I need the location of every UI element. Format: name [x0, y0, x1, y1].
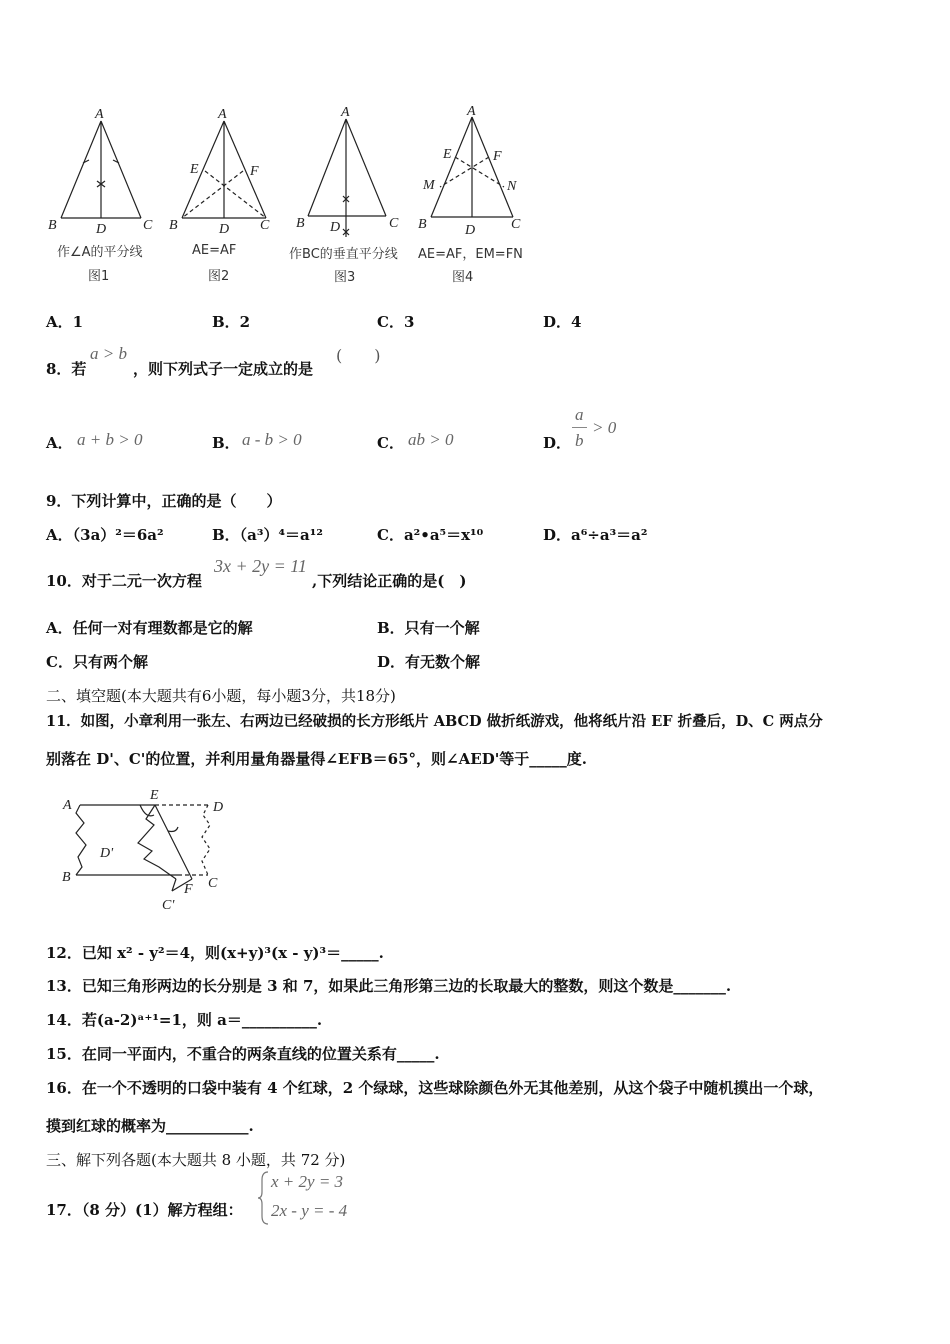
q12: 12．已知 x² - y²＝4，则(x+y)³(x - y)³＝_____. [46, 944, 384, 962]
q8-option-d-numerator: a [575, 405, 584, 424]
svg-text:B: B [418, 217, 427, 232]
q9-option-c[interactable]: C．a²•a⁵＝x¹⁰ [377, 526, 484, 544]
svg-text:D: D [96, 222, 107, 235]
q11-label-e: E [150, 788, 159, 803]
q11-label-c-prime: C' [162, 898, 175, 913]
q10-option-a[interactable]: A．任何一对有理数都是它的解 [46, 619, 253, 637]
svg-text:A: A [218, 107, 227, 122]
figure-3-caption: 作BC的垂直平分线 [289, 247, 398, 262]
q11-label-d-prime: D' [100, 846, 114, 861]
svg-text:E: E [443, 147, 452, 162]
svg-text:C: C [511, 217, 521, 232]
q11-label-f: F [184, 882, 193, 897]
q10-stem: ,下列结论正确的是( ) [312, 572, 467, 590]
q11-label-b: B [62, 870, 71, 885]
figure-2 [168, 105, 283, 235]
q8-option-c[interactable]: ab > 0 [408, 430, 454, 449]
svg-text:F: F [493, 149, 502, 164]
svg-text:F: F [250, 164, 259, 179]
q11-label-d: D [213, 800, 224, 815]
q10-number: 10．对于二元一次方程 [46, 572, 202, 590]
figure-4-caption: AE=AF，EM=FN [418, 247, 523, 262]
figure-4-label: 图4 [452, 270, 474, 285]
svg-text:B: B [296, 216, 305, 231]
svg-text:C: C [260, 218, 270, 233]
q8-option-d-rest: > 0 [592, 418, 617, 437]
svg-text:D: D [219, 222, 230, 235]
section-2-heading: 二、填空题(本大题共有6小题，每小题3分，共18分) [46, 687, 396, 705]
q17-stem: 17．（8 分）(1）解方程组： [46, 1201, 243, 1219]
figure-1-caption: 作∠A的平分线 [57, 245, 143, 260]
q7-option-c[interactable]: C．3 [377, 313, 415, 331]
q16-line-1: 16．在一个不透明的口袋中装有 4 个红球，2 个绿球，这些球除颜色外无其他差别，从这个袋子中随机摸出一个球， [46, 1079, 824, 1097]
q11-figure [58, 785, 233, 915]
q8-option-a[interactable]: a + b > 0 [77, 430, 143, 449]
svg-text:A: A [95, 107, 104, 122]
q17-brace [258, 1170, 270, 1226]
q10-option-d[interactable]: D．有无数个解 [377, 653, 481, 671]
figure-1 [45, 105, 170, 235]
q8-paren: ( ) [336, 346, 381, 365]
q8-option-b[interactable]: a - b > 0 [242, 430, 302, 449]
q7-option-d[interactable]: D．4 [543, 313, 582, 331]
figure-3-label: 图3 [334, 270, 356, 285]
q11-label-a: A [63, 798, 72, 813]
q7-option-b[interactable]: B．2 [212, 313, 251, 331]
q8-number: 8．若 [46, 360, 87, 378]
q11-line-1: 11．如图，小章利用一张左、右两边已经破损的长方形纸片 ABCD 做折纸游戏，他将纸片沿 EF 折叠后，D、C 两点分 [46, 713, 823, 730]
q14: 14．若(a-2)ᵃ⁺¹=1，则 a＝__________. [46, 1011, 323, 1029]
q13: 13．已知三角形两边的长分别是 3 和 7，如果此三角形第三边的长取最大的整数，则这个数是_______. [46, 977, 732, 995]
q9-option-d[interactable]: D．a⁶÷a³＝a² [543, 526, 648, 544]
svg-text:A: A [341, 105, 350, 120]
q11-line-2: 别落在 D'、C'的位置，并利用量角器量得∠EFB＝65°，则∠AED'等于_____度. [46, 750, 588, 768]
q10-equation: 3x + 2y = 11 [214, 556, 307, 576]
svg-text:N: N [507, 179, 517, 194]
q8-option-d-denominator: b [575, 431, 584, 450]
figure-2-caption: AE=AF [192, 243, 237, 258]
q9-option-a[interactable]: A．（3a）²＝6a² [46, 526, 164, 544]
q9-option-b[interactable]: B．（a³）⁴＝a¹² [212, 526, 323, 544]
figure-1-label: 图1 [88, 269, 110, 284]
q8-stem: ，则下列式子一定成立的是 [133, 360, 314, 378]
svg-text:D: D [465, 223, 476, 238]
q9-stem: 9．下列计算中，正确的是（ ） [46, 492, 282, 510]
svg-text:A: A [467, 104, 476, 119]
q17-equation-1: x + 2y = 3 [271, 1172, 344, 1191]
section-3-heading: 三、解下列各题(本大题共 8 小题，共 72 分) [46, 1151, 346, 1169]
q15: 15．在同一平面内，不重合的两条直线的位置关系有_____. [46, 1045, 440, 1063]
q8-option-c-label[interactable]: C． [377, 434, 404, 452]
q11-label-c: C [208, 876, 218, 891]
svg-text:D: D [330, 220, 341, 235]
figure-3 [292, 103, 412, 243]
q16-line-2: 摸到红球的概率为___________. [46, 1117, 254, 1135]
q17-equation-2: 2x - y = - 4 [271, 1201, 348, 1220]
figure-4 [415, 103, 540, 238]
q8-option-a-label[interactable]: A． [46, 434, 73, 452]
svg-text:B: B [48, 218, 57, 233]
q8-option-d-label[interactable]: D． [543, 434, 572, 452]
svg-text:C: C [389, 216, 399, 231]
q8-option-b-label[interactable]: B． [212, 434, 240, 452]
svg-text:M: M [423, 178, 435, 193]
figure-2-label: 图2 [208, 269, 230, 284]
q8-condition: a > b [90, 344, 127, 363]
q7-option-a[interactable]: A．1 [46, 313, 84, 331]
svg-text:B: B [169, 218, 178, 233]
q10-option-c[interactable]: C．只有两个解 [46, 653, 148, 671]
svg-text:E: E [190, 162, 199, 177]
q10-option-b[interactable]: B．只有一个解 [377, 619, 480, 637]
fraction-bar [572, 427, 587, 428]
svg-text:C: C [143, 218, 153, 233]
